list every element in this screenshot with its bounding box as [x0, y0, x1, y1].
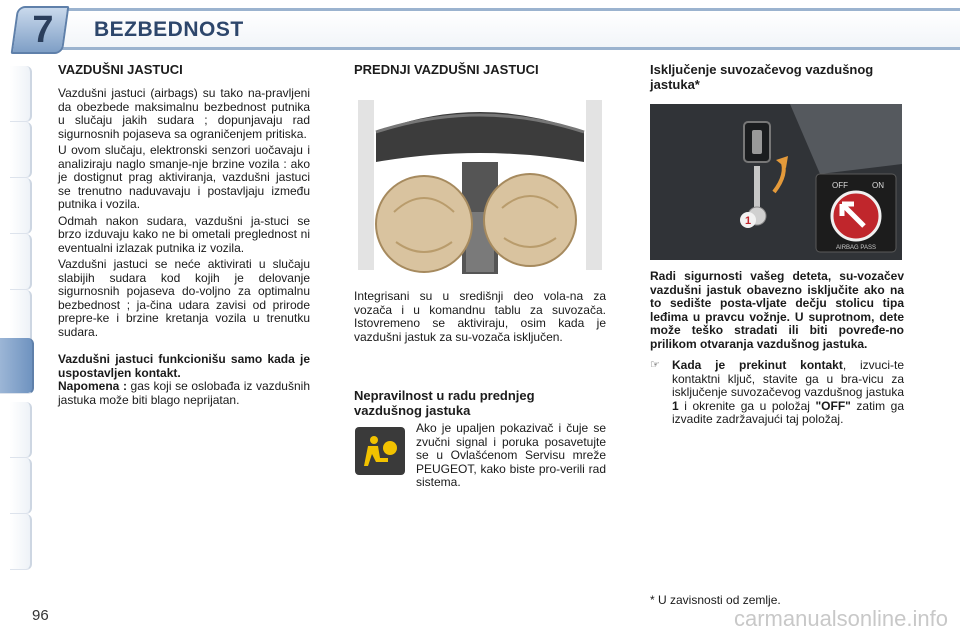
gas-note [58, 380, 310, 407]
key-instruction [650, 359, 904, 430]
key-instruction-text [672, 359, 904, 427]
icon-bag [383, 441, 397, 455]
marker-number: 1 [744, 215, 752, 227]
column-front-airbags [354, 62, 606, 87]
instruction-part: , izvuci-te kontaktni ključ, stavite ga u bra-vicu za isključenje suvozačevog vazdušnog jastuka [672, 358, 904, 399]
pointing-hand-icon: ☞ [650, 359, 660, 371]
watermark: carmanualsonline.info [733, 606, 948, 631]
on-label: ON [872, 181, 884, 190]
icon-frame [355, 427, 405, 475]
side-tab[interactable] [10, 458, 32, 514]
instruction-part: zatim ga izvadite zadržavajući taj položaj. [672, 398, 904, 426]
paragraph: Vazdušni jastuci se neće aktivirati u slučaju slabijih sudara kod kojih je delovanje sigurnosnih pojaseva do-voljno za optimalnu bezbednost ; ja-čina udara zavisi od prirode prepre-ke i brzine kretanja vozila u trenutku sudara. [58, 257, 310, 339]
contact-off-label: Kada je prekinut kontakt [672, 358, 843, 372]
pillar-left [358, 100, 374, 270]
passenger-airbag [484, 174, 576, 266]
side-tab[interactable] [10, 234, 32, 290]
chapter-number: 7 [32, 9, 54, 51]
column-passenger-airbag-off [650, 62, 904, 102]
fault-paragraph: Ako je upaljen pokazivač i čuje se zvučni signal i poruka posavetujte se u Ovlašćenom Servisu mreže PEUGEOT, kako biste pro-verili rad sistema. [416, 421, 606, 489]
side-tab[interactable] [10, 514, 32, 570]
airbag-switch-photo [650, 104, 902, 260]
chapter-tab-strip [0, 66, 34, 578]
section-heading: Isključenje suvozačevog vazdušnog jastuka* [650, 62, 874, 92]
side-tab[interactable] [10, 122, 32, 178]
child-seat-warning: Radi sigurnosti vašeg deteta, su-vozačev vazdušni jastuk obavezno isključite ako na to sedište posta-vljate dečju stolicu tipa leđima u pravcu vožnje. U suprotnom, dete može teško stradati ili biti povređe-no prilikom otvaranja vazdušnog jastuka. [650, 269, 904, 351]
note-label: Napomena : [58, 379, 127, 393]
page-number: 96 [32, 607, 49, 624]
paragraph: Odmah nakon sudara, vazdušni ja-stuci se brzo izduvaju kako ne bi ometali preglednost ni eventualni izlazak putnika iz vozila. [58, 213, 310, 255]
paragraph: Vazdušni jastuci (airbags) su tako na-pravljeni da obezbede maksimalnu bezbednost putnika u slučaju jakih sudara ; dopunjavaju rad sigurnosnih pojaseva sa ograničenjem pritiska. [58, 86, 310, 141]
paragraph: Integrisani su u središnji deo vola-na za vozača i u komandnu tablu za suvozača. Istovremeno se aktiviraju, osim kada je vazdušni jastuk za su-vozača isključen. [354, 289, 606, 344]
paragraph: U ovom slučaju, elektronski senzori uočavaju i analiziraju naglo smanje-nje brzine vozila : ako je dostignut prag aktiviranja, vazdušni jastuci se trenutno naduvavaju i postavljaju između putnika i vozila. [58, 143, 310, 211]
section-heading: PREDNJI VAZDUŠNI JASTUCI [354, 62, 539, 77]
side-tab-active[interactable] [0, 338, 34, 394]
contact-note: Vazdušni jastuci funkcionišu samo kada je uspostavljen kontakt. [58, 352, 310, 380]
fault-heading: Nepravilnost u radu prednjeg vazdušnog jastuka [354, 388, 535, 418]
section-heading: VAZDUŠNI JASTUCI [58, 62, 183, 77]
side-tab[interactable] [10, 402, 32, 458]
chapter-title: BEZBEDNOST [94, 18, 244, 41]
passenger-airbag-text [650, 270, 904, 430]
driver-airbag [376, 176, 472, 272]
front-airbags-illustration [354, 92, 606, 278]
front-airbags-text [354, 290, 606, 493]
pass-label: AIRBAG PASS [836, 245, 876, 251]
switch-number: 1 [672, 398, 679, 413]
pillar-right [586, 100, 602, 270]
airbag-warning-icon [354, 426, 406, 476]
key-shaft [754, 166, 760, 212]
icon-head [370, 436, 378, 444]
side-tab[interactable] [10, 178, 32, 234]
off-label: OFF [832, 181, 848, 190]
off-position: "OFF" [815, 398, 851, 413]
footnote: * U zavisnosti od zemlje. [650, 593, 781, 607]
page-header [0, 0, 960, 58]
column-airbags [58, 62, 310, 410]
fault-block [354, 422, 606, 490]
key-slot-inner [752, 130, 762, 154]
header-rule-bottom [60, 47, 960, 50]
note-text: gas koji se oslobađa iz vazdušnih jastuka može biti blago neprijatan. [58, 379, 310, 407]
switch-photo-drawing [650, 104, 902, 260]
side-tab[interactable] [10, 66, 32, 122]
instruction-part: i okrenite ga u položaj [678, 398, 816, 413]
